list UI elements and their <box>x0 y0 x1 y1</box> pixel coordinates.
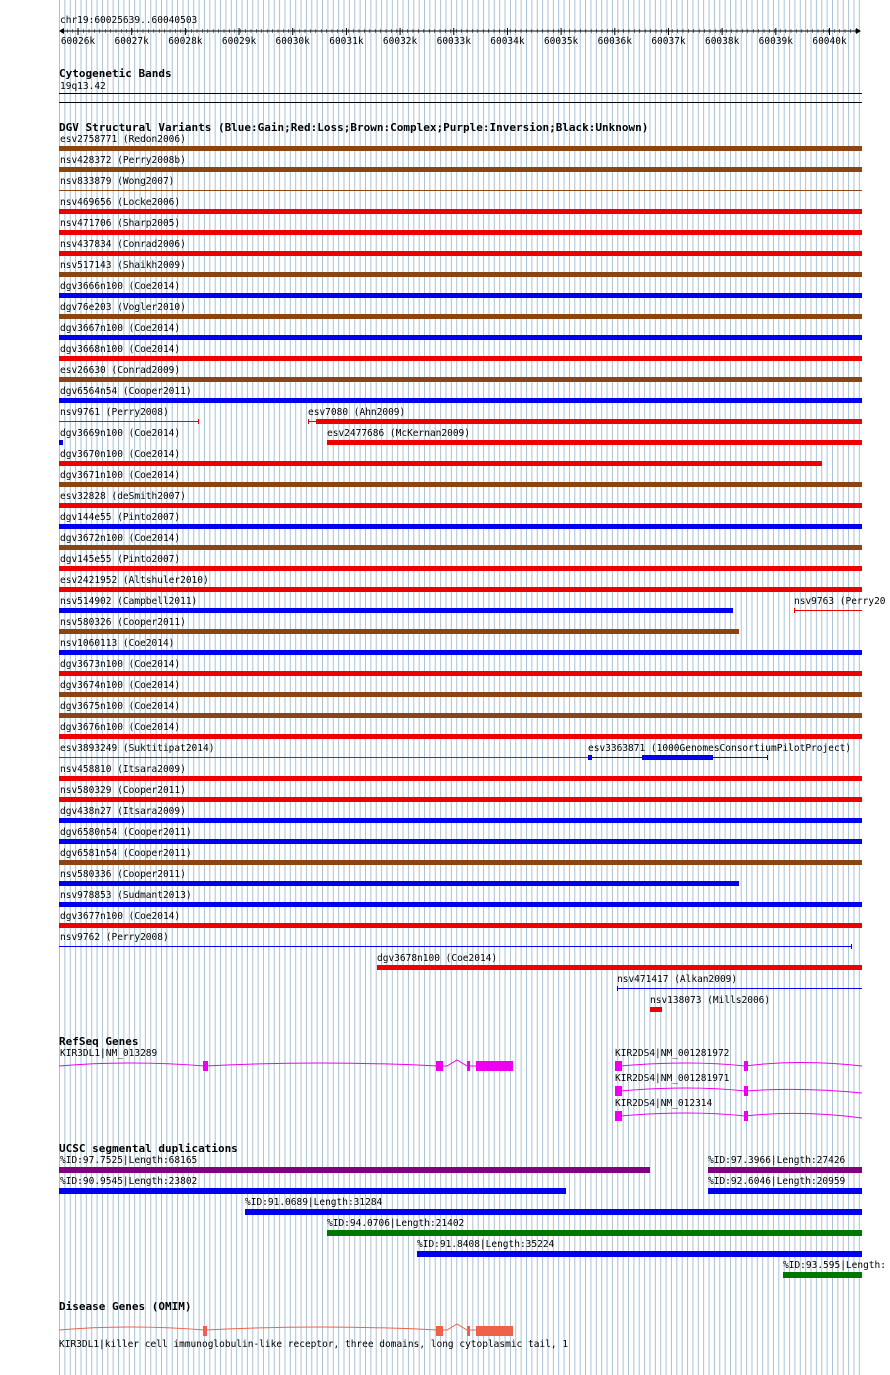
segdup-label[interactable]: %ID:97.3966|Length:27426 <box>708 1155 846 1166</box>
variant-label[interactable]: dgv3674n100 (Coe2014) <box>60 680 181 691</box>
variant-bar[interactable] <box>59 293 862 298</box>
segdup-label[interactable]: %ID:91.0689|Length:31284 <box>245 1197 383 1208</box>
cytoband-bar[interactable] <box>59 93 862 94</box>
segdup-bar[interactable] <box>417 1251 862 1257</box>
variant-bar[interactable] <box>59 545 862 550</box>
variant-bar[interactable] <box>59 230 862 235</box>
variant-label[interactable]: dgv3672n100 (Coe2014) <box>60 533 181 544</box>
variant-label[interactable]: nsv580329 (Cooper2011) <box>60 785 186 796</box>
variant-bar[interactable] <box>59 818 862 823</box>
variant-bar[interactable] <box>617 988 862 989</box>
segdup-label[interactable]: %ID:91.8408|Length:35224 <box>417 1239 555 1250</box>
variant-label[interactable]: nsv471706 (Sharp2005) <box>60 218 181 229</box>
variant-bar[interactable] <box>59 335 862 340</box>
segdup-label[interactable]: %ID:93.595|Length: <box>783 1260 886 1271</box>
segdup-bar[interactable] <box>245 1209 862 1215</box>
variant-label[interactable]: dgv144e55 (Pinto2007) <box>60 512 181 523</box>
cytoband-label[interactable]: 19q13.42 <box>60 81 106 92</box>
variant-bar[interactable] <box>59 608 733 613</box>
exon-block <box>744 1086 748 1096</box>
ruler-tick-label: 60038k <box>704 36 740 47</box>
refseq-gene-model[interactable] <box>0 1083 890 1099</box>
variant-label[interactable]: nsv138073 (Mills2006) <box>650 995 771 1006</box>
variant-label[interactable]: dgv3666n100 (Coe2014) <box>60 281 181 292</box>
exon-block <box>744 1111 748 1121</box>
variant-bar[interactable] <box>59 946 852 947</box>
refseq-track-title[interactable]: RefSeq Genes <box>59 1035 139 1048</box>
variant-bar[interactable] <box>327 440 862 445</box>
segdup-track-title[interactable]: UCSC segmental duplications <box>59 1142 238 1155</box>
variant-label[interactable]: dgv438n27 (Itsara2009) <box>60 806 186 817</box>
segdup-bar[interactable] <box>708 1188 862 1194</box>
exon-block <box>744 1061 748 1071</box>
intron-line <box>615 1063 862 1067</box>
variant-end-tick <box>617 986 618 991</box>
variant-label[interactable]: dgv76e203 (Vogler2010) <box>60 302 186 313</box>
variant-end-tick <box>308 419 309 424</box>
variant-bar[interactable] <box>59 797 862 802</box>
omim-exon-block <box>476 1326 513 1336</box>
segdup-label[interactable]: %ID:92.6046|Length:20959 <box>708 1176 846 1187</box>
variant-bar[interactable] <box>59 839 862 844</box>
variant-block[interactable] <box>588 755 592 760</box>
refseq-gene-label[interactable]: KIR2DS4|NM_001281971 <box>615 1073 730 1084</box>
omim-exon-block <box>467 1326 470 1336</box>
variant-end-tick <box>851 944 852 949</box>
variant-bar[interactable] <box>59 860 862 865</box>
ruler-tick-label: 60029k <box>221 36 257 47</box>
variant-label[interactable]: esv3363871 (1000GenomesConsortiumPilotProject) <box>588 743 852 754</box>
omim-exon-block <box>436 1326 443 1336</box>
variant-label[interactable]: esv2758771 (Redon2006) <box>60 134 186 145</box>
variant-bar[interactable] <box>59 209 862 214</box>
cytoband-track-title[interactable]: Cytogenetic Bands <box>59 67 172 80</box>
variant-label[interactable]: nsv514902 (Campbell2011) <box>60 596 198 607</box>
ruler-arrow-left <box>59 28 64 34</box>
variant-label[interactable]: nsv580326 (Cooper2011) <box>60 617 186 628</box>
variant-label[interactable]: esv32828 (deSmith2007) <box>60 491 186 502</box>
variant-bar[interactable] <box>59 190 862 191</box>
segdup-label[interactable]: %ID:97.7525|Length:68165 <box>60 1155 198 1166</box>
segdup-bar[interactable] <box>59 1167 650 1173</box>
variant-label[interactable]: dgv3669n100 (Coe2014) <box>60 428 181 439</box>
ruler-tick-label: 60036k <box>597 36 632 47</box>
omim-exon-block <box>203 1326 207 1336</box>
variant-label[interactable]: nsv9763 (Perry20 <box>794 596 886 607</box>
variant-label[interactable]: dgv6580n54 (Cooper2011) <box>60 827 192 838</box>
segdup-bar[interactable] <box>708 1167 862 1173</box>
omim-track-title[interactable]: Disease Genes (OMIM) <box>59 1300 192 1313</box>
variant-label[interactable]: nsv9762 (Perry2008) <box>60 932 169 943</box>
variant-bar[interactable] <box>59 902 862 907</box>
variant-end-tick <box>767 755 768 760</box>
exon-block <box>615 1111 622 1121</box>
variant-bar[interactable] <box>794 610 862 611</box>
omim-intron-line <box>59 1324 478 1330</box>
refseq-gene-label[interactable]: KIR2DS4|NM_001281972 <box>615 1048 730 1059</box>
variant-bar[interactable] <box>59 251 862 256</box>
variant-label[interactable]: nsv437834 (Conrad2006) <box>60 239 186 250</box>
segdup-bar[interactable] <box>59 1188 566 1194</box>
variant-bar[interactable] <box>59 566 862 571</box>
exon-block <box>615 1061 622 1071</box>
variant-bar[interactable] <box>59 146 862 151</box>
variant-bar[interactable] <box>59 461 822 466</box>
refseq-gene-label[interactable]: KIR2DS4|NM_012314 <box>615 1098 713 1109</box>
variant-label[interactable]: nsv580336 (Cooper2011) <box>60 869 186 880</box>
ruler-tick-label: 60032k <box>382 36 418 47</box>
variant-label[interactable]: dgv3678n100 (Coe2014) <box>377 953 498 964</box>
variant-bar[interactable] <box>59 377 862 382</box>
ruler-tick-label: 60026k <box>60 36 96 47</box>
variant-bar[interactable] <box>59 398 862 403</box>
variant-label[interactable]: esv2421952 (Altshuler2010) <box>60 575 209 586</box>
variant-label[interactable]: dgv3670n100 (Coe2014) <box>60 449 181 460</box>
exon-block <box>615 1086 622 1096</box>
variant-label[interactable]: nsv517143 (Shaikh2009) <box>60 260 186 271</box>
variant-bar[interactable] <box>59 272 862 277</box>
variant-label[interactable]: esv7080 (Ahn2009) <box>308 407 406 418</box>
variant-label[interactable]: esv26630 (Conrad2009) <box>60 365 181 376</box>
variant-bar[interactable] <box>650 1007 662 1012</box>
region-coordinates: chr19:60025639..60040503 <box>60 15 198 26</box>
variant-label[interactable]: esv3893249 (Suktitipat2014) <box>60 743 215 754</box>
variant-bar[interactable] <box>59 524 862 529</box>
variant-label[interactable]: dgv3676n100 (Coe2014) <box>60 722 181 733</box>
variant-label[interactable]: nsv1060113 (Coe2014) <box>60 638 175 649</box>
variant-label[interactable]: dgv6581n54 (Cooper2011) <box>60 848 192 859</box>
segdup-label[interactable]: %ID:94.0706|Length:21402 <box>327 1218 465 1229</box>
variant-end-tick <box>794 608 795 613</box>
ruler-tick-label: 60030k <box>275 36 310 47</box>
variant-bar[interactable] <box>59 356 862 361</box>
variant-bar[interactable] <box>59 167 862 172</box>
variant-end-tick <box>198 419 199 424</box>
variant-bar[interactable] <box>59 503 862 508</box>
variant-bar[interactable] <box>59 440 63 445</box>
ruler-tick-label: 60027k <box>114 36 149 47</box>
ruler-tick-label: 60034k <box>490 36 525 47</box>
refseq-gene-model[interactable] <box>0 1058 890 1074</box>
variant-block[interactable] <box>642 755 713 760</box>
variant-label[interactable]: dgv3677n100 (Coe2014) <box>60 911 181 922</box>
segdup-label[interactable]: %ID:90.9545|Length:23802 <box>60 1176 198 1187</box>
intron-line <box>615 1088 862 1093</box>
variant-bar[interactable] <box>59 713 862 718</box>
variant-label[interactable]: nsv471417 (Alkan2009) <box>617 974 738 985</box>
variant-bar[interactable] <box>59 629 739 634</box>
variant-bar-thin[interactable] <box>308 421 316 422</box>
ruler-tick-label: 60033k <box>436 36 471 47</box>
variant-bar[interactable] <box>59 421 199 422</box>
ruler-tick-label: 60035k <box>543 36 579 47</box>
segdup-bar[interactable] <box>327 1230 862 1236</box>
variant-label[interactable]: nsv458810 (Itsara2009) <box>60 764 186 775</box>
position-ruler <box>0 24 890 52</box>
omim-gene-label[interactable]: KIR3DL1|killer cell immunoglobulin-like receptor, three domains, long cytoplasmic tail, 1 <box>59 1339 569 1350</box>
variant-label[interactable]: dgv3673n100 (Coe2014) <box>60 659 181 670</box>
variant-label[interactable]: dgv3668n100 (Coe2014) <box>60 344 181 355</box>
ruler-arrow-right <box>856 28 861 34</box>
ruler-tick-label: 60040k <box>812 36 847 47</box>
variant-bar[interactable] <box>59 692 862 697</box>
variant-bar[interactable] <box>59 757 589 758</box>
variant-label[interactable]: nsv9761 (Perry2008) <box>60 407 169 418</box>
variant-label[interactable]: esv2477686 (McKernan2009) <box>327 428 470 439</box>
variant-label[interactable]: dgv6564n54 (Cooper2011) <box>60 386 192 397</box>
variant-bar[interactable] <box>59 881 739 886</box>
variant-bar[interactable] <box>59 650 862 655</box>
variant-bar[interactable] <box>316 419 862 424</box>
variant-label[interactable]: dgv3671n100 (Coe2014) <box>60 470 181 481</box>
variant-label[interactable]: nsv428372 (Perry2008b) <box>60 155 186 166</box>
variant-bar[interactable] <box>59 734 862 739</box>
variant-label[interactable]: dgv145e55 (Pinto2007) <box>60 554 181 565</box>
ruler-tick-label: 60031k <box>329 36 364 47</box>
variant-bar[interactable] <box>59 776 862 781</box>
variant-bar[interactable] <box>59 314 862 319</box>
variant-bar[interactable] <box>59 482 862 487</box>
variant-bar[interactable] <box>377 965 862 970</box>
variant-bar[interactable] <box>59 671 862 676</box>
ruler-tick-label: 60037k <box>651 36 686 47</box>
variant-bar[interactable] <box>59 587 862 592</box>
variant-bar[interactable] <box>59 923 862 928</box>
segdup-bar[interactable] <box>783 1272 862 1278</box>
variant-label[interactable]: nsv833879 (Wong2007) <box>60 176 175 187</box>
variant-label[interactable]: nsv978853 (Sudmant2013) <box>60 890 192 901</box>
variant-label[interactable]: nsv469656 (Locke2006) <box>60 197 181 208</box>
refseq-gene-model[interactable] <box>0 1108 890 1124</box>
cytoband-separator <box>59 102 862 103</box>
refseq-gene-label[interactable]: KIR3DL1|NM_013289 <box>60 1048 158 1059</box>
ruler-tick-label: 60028k <box>168 36 203 47</box>
variant-label[interactable]: dgv3675n100 (Coe2014) <box>60 701 181 712</box>
dgv-track-title[interactable]: DGV Structural Variants (Blue:Gain;Red:Loss;Brown:Complex;Purple:Inversion;Black:Unknown) <box>59 121 649 134</box>
intron-line <box>615 1113 862 1118</box>
variant-label[interactable]: dgv3667n100 (Coe2014) <box>60 323 181 334</box>
ruler-tick-label: 60039k <box>758 36 794 47</box>
